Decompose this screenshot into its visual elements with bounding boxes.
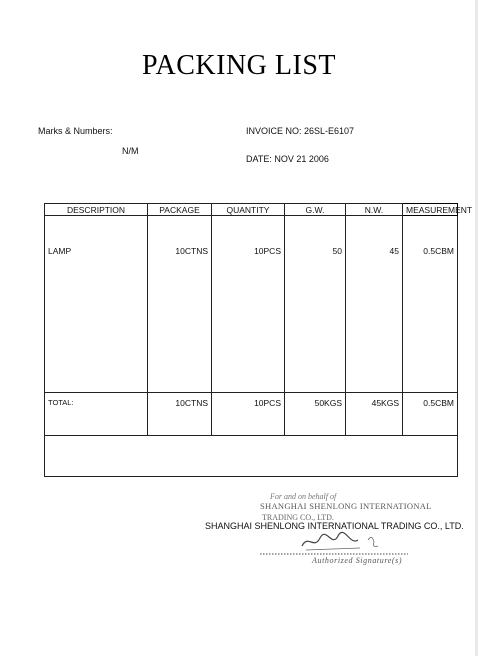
table-header-row — [45, 204, 458, 216]
total-label: TOTAL: — [45, 393, 148, 436]
header-description: DESCRIPTION — [45, 204, 148, 216]
cell-package: 10CTNS — [148, 216, 212, 393]
company-name: SHANGHAI SHENLONG INTERNATIONAL TRADING CO., LTD. — [205, 521, 464, 531]
total-package: 10CTNS — [148, 393, 212, 436]
header-quantity: QUANTITY — [212, 204, 285, 216]
blank-cell — [45, 436, 458, 477]
authorized-signature-label: Authorized Signature(s) — [312, 556, 403, 565]
invoice-number: INVOICE NO: 26SL-E6107 — [246, 126, 355, 136]
total-gw: 50KGS — [285, 393, 346, 436]
table-row — [45, 216, 458, 393]
marks-value: N/M — [122, 146, 139, 156]
stamp-company-line: SHANGHAI SHENLONG INTERNATIONAL — [260, 501, 432, 511]
total-row — [45, 393, 458, 436]
invoice-date: DATE: NOV 21 2006 — [246, 154, 329, 164]
total-measurement: 0.5CBM — [403, 393, 458, 436]
cell-measurement: 0.5CBM — [403, 216, 458, 393]
blank-footer-row — [45, 436, 458, 477]
header-measurement: MEASUREMENT — [403, 204, 458, 216]
total-nw: 45KGS — [346, 393, 403, 436]
cell-nw: 45 — [346, 216, 403, 393]
cell-gw: 50 — [285, 216, 346, 393]
company-stamp — [258, 492, 448, 588]
header-package: PACKAGE — [148, 204, 212, 216]
marks-label: Marks & Numbers: — [38, 126, 113, 136]
packing-table — [44, 203, 473, 477]
stamp-behalf-line: For and on behalf of — [270, 492, 337, 501]
total-quantity: 10PCS — [212, 393, 285, 436]
stamp-trading-line: TRADING CO., LTD. — [262, 513, 334, 522]
header-nw: N.W. — [346, 204, 403, 216]
header-gw: G.W. — [285, 204, 346, 216]
cell-quantity: 10PCS — [212, 216, 285, 393]
document-title: PACKING LIST — [142, 50, 336, 81]
cell-description: LAMP — [45, 216, 148, 393]
